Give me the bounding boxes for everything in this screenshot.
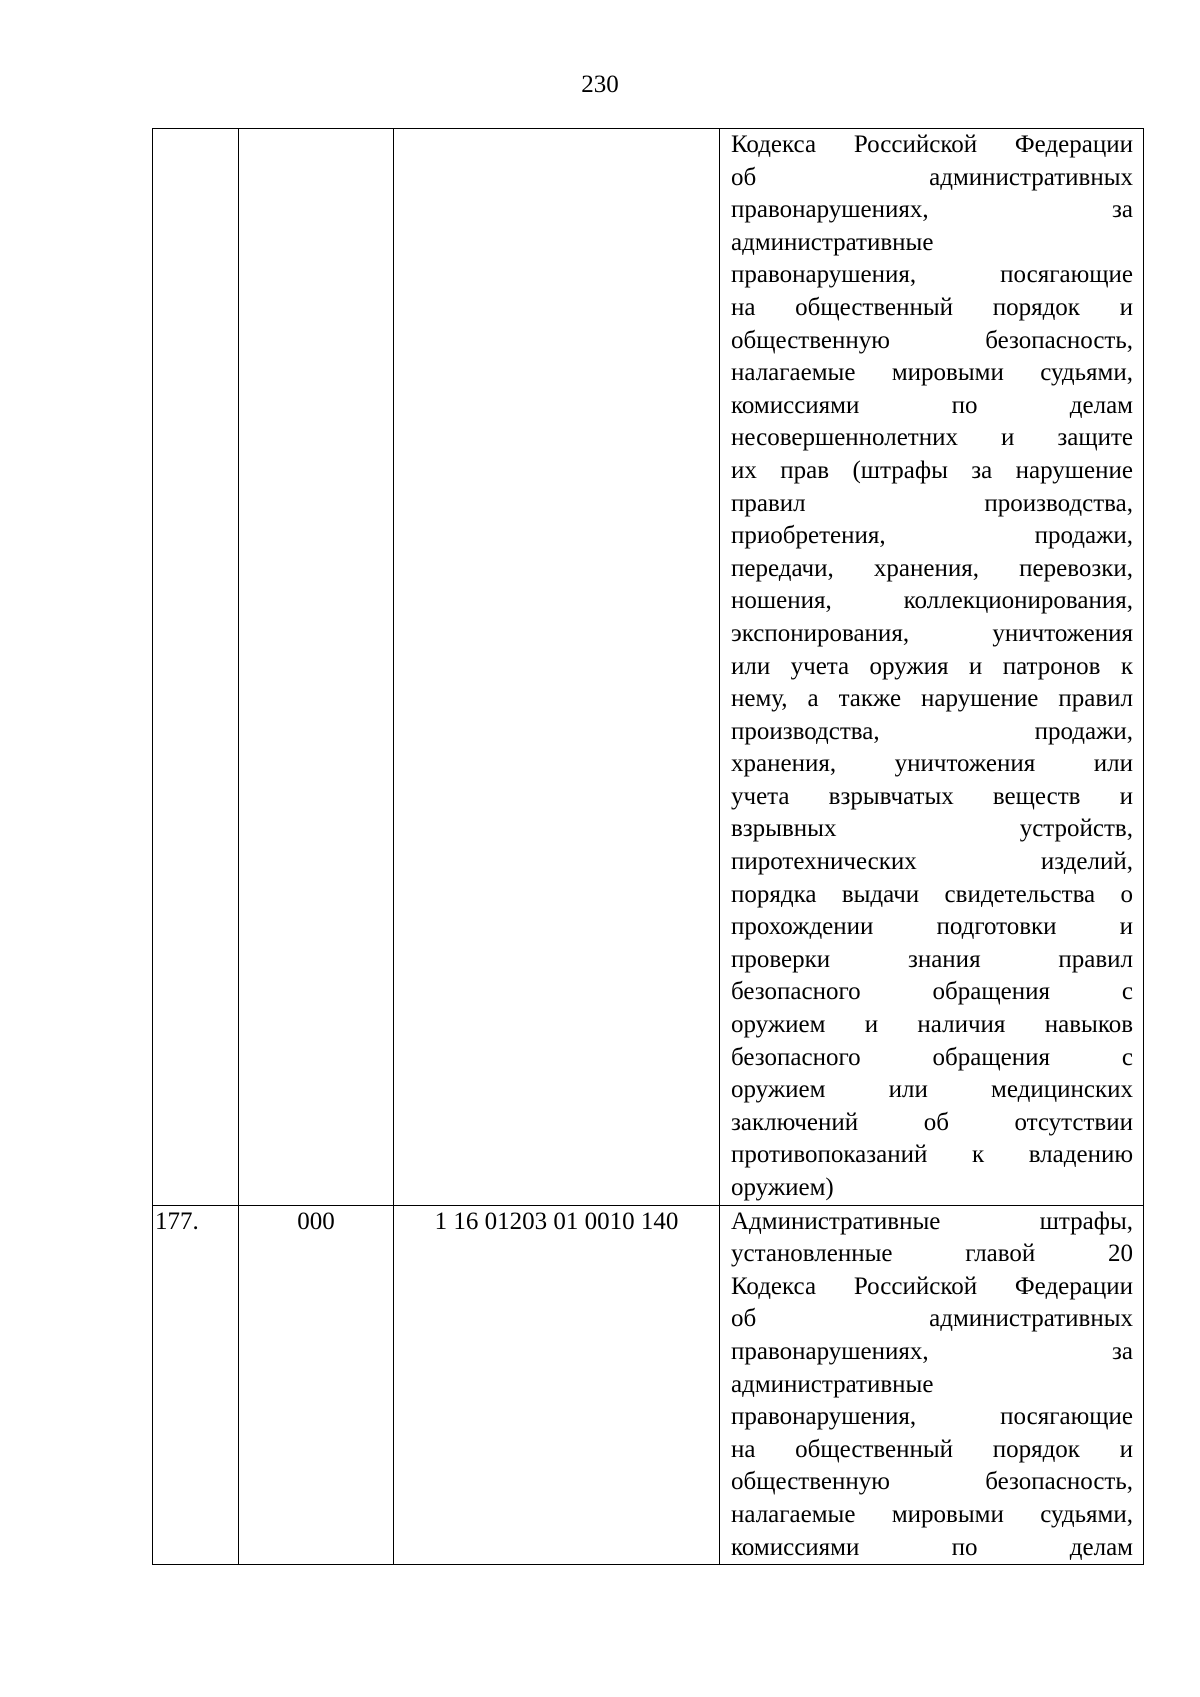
page-number: 230 <box>581 71 619 98</box>
description-line: противопоказаний к владению <box>731 1141 1133 1169</box>
description-line: об административных <box>731 163 1133 191</box>
description-line: правонарушениях, за <box>731 1337 1133 1365</box>
description-line: налагаемые мировыми судьями, <box>731 359 1133 387</box>
description-line: комиссиями по делам <box>731 1533 1133 1561</box>
description-line: нему, а также нарушение правил <box>731 685 1133 713</box>
description-line: административные <box>731 1370 934 1398</box>
description-line: Кодекса Российской Федерации <box>731 131 1133 158</box>
description-line: правил производства, <box>731 489 1133 517</box>
admin-code-cell: 000 <box>239 1205 394 1565</box>
description-line: заключений об отсутствии <box>731 1108 1133 1136</box>
description-line: передачи, хранения, перевозки, <box>731 554 1133 582</box>
description-line: проверки знания правил <box>731 945 1133 973</box>
description-line: оружием и наличия навыков <box>731 1011 1133 1039</box>
row-number-cell <box>153 129 239 1206</box>
description-line: правонарушения, посягающие <box>731 261 1133 289</box>
description-line: приобретения, продажи, <box>731 522 1133 550</box>
description-line: несовершеннолетних и защите <box>731 424 1133 452</box>
description-line: оружием) <box>731 1174 834 1201</box>
row-number-cell: 177. <box>153 1205 239 1565</box>
description-line: учета взрывчатых веществ и <box>731 782 1133 810</box>
description-line: порядка выдачи свидетельства о <box>731 880 1133 908</box>
description-line: установленные главой 20 <box>731 1240 1133 1268</box>
description-cell <box>720 1205 1144 1565</box>
table-row <box>153 1205 1144 1565</box>
description-line: хранения, уничтожения или <box>731 750 1133 778</box>
admin-code-cell <box>239 129 394 1206</box>
description-line: об административных <box>731 1305 1133 1333</box>
description-line: правонарушения, посягающие <box>731 1403 1133 1431</box>
description-line: пиротехнических изделий, <box>731 848 1133 876</box>
description-line: налагаемые мировыми судьями, <box>731 1500 1133 1528</box>
description-line: Административные штрафы, <box>731 1207 1133 1235</box>
description-line: правонарушениях, за <box>731 196 1133 224</box>
kbk-code-cell <box>394 129 720 1206</box>
description-line: их прав (штрафы за нарушение <box>731 456 1133 484</box>
description-line: Кодекса Российской Федерации <box>731 1272 1133 1300</box>
description-line: оружием или медицинских <box>731 1076 1133 1104</box>
description-line: безопасного обращения с <box>731 1043 1133 1071</box>
description-line: на общественный порядок и <box>731 1435 1133 1463</box>
budget-codes-table <box>152 128 1144 1565</box>
description-line: или учета оружия и патронов к <box>731 652 1133 680</box>
description-line: комиссиями по делам <box>731 391 1133 419</box>
description-line: на общественный порядок и <box>731 293 1133 321</box>
description-line: производства, продажи, <box>731 717 1133 745</box>
description-line: взрывных устройств, <box>731 815 1133 843</box>
description-line: общественную безопасность, <box>731 326 1133 354</box>
description-line: общественную безопасность, <box>731 1468 1133 1496</box>
kbk-code-cell: 1 16 01203 01 0010 140 <box>394 1205 720 1565</box>
description-line: прохождении подготовки и <box>731 913 1133 941</box>
description-line: административные <box>731 228 934 256</box>
description-line: экспонирования, уничтожения <box>731 619 1133 647</box>
description-line: ношения, коллекционирования, <box>731 587 1133 615</box>
description-cell <box>720 129 1144 1206</box>
description-line: безопасного обращения с <box>731 978 1133 1006</box>
table-row <box>153 129 1144 1206</box>
